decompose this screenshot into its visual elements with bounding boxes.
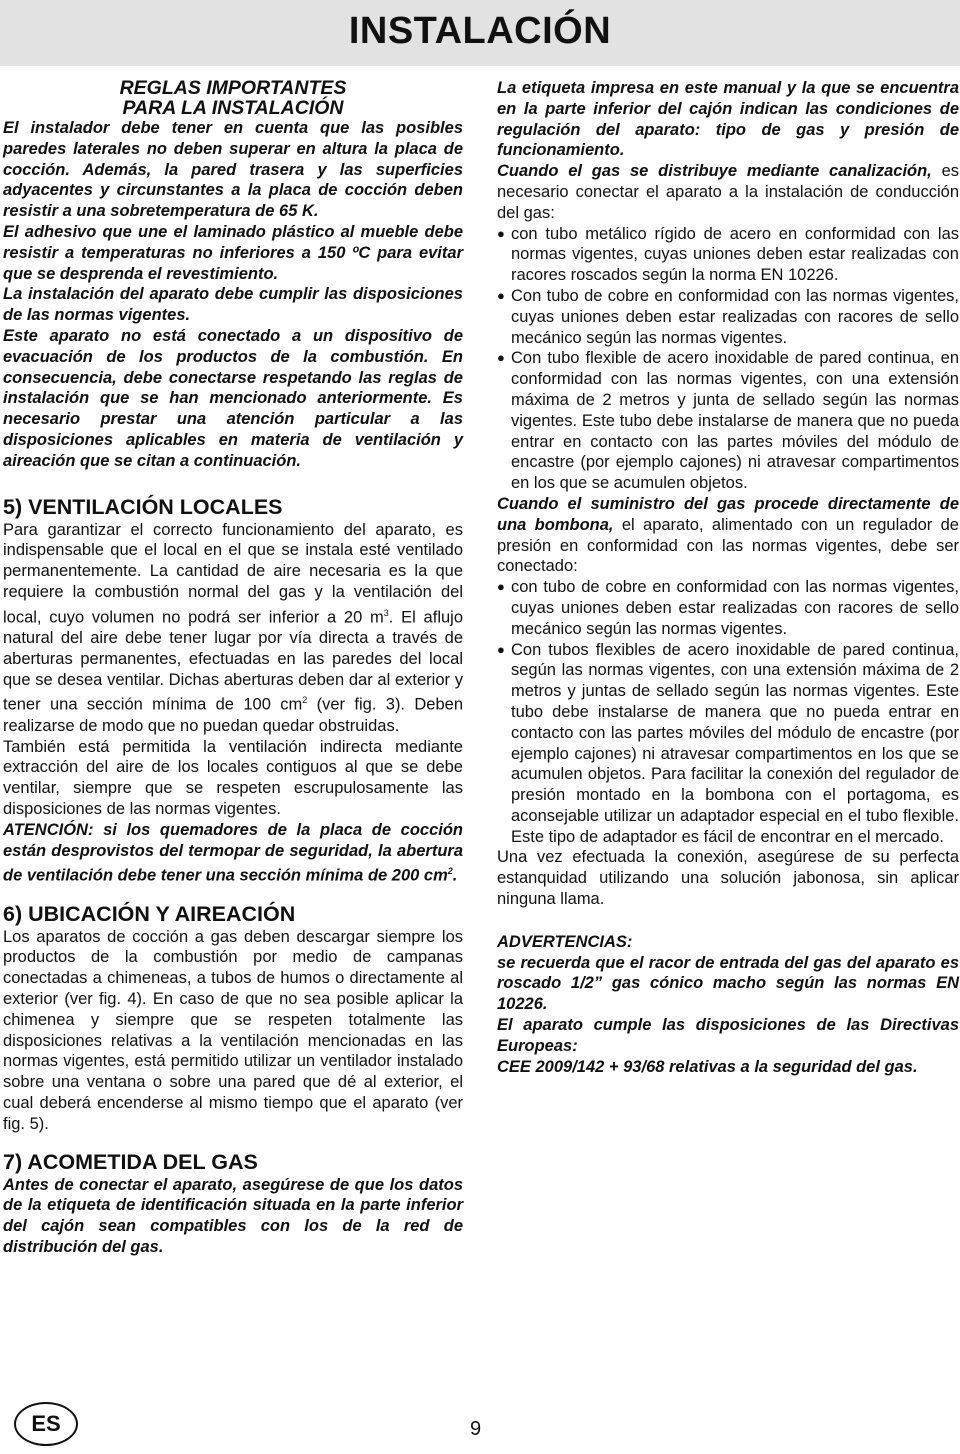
rules-title-line1: REGLAS IMPORTANTES — [119, 77, 347, 99]
rules-paragraph: Este aparato no está conectado a un dispositivo de evacuación de los productos de la combustión. En consecuencia, debe conectarse respetando las reglas de instalación que se han mencionado anteriormente. Es necesario prestar una atención particular a las disposiciones aplicables en materia de ventilación y aireación que se citan a continuación. — [3, 326, 463, 470]
language-badge: ES — [14, 1402, 78, 1446]
warnings-title: ADVERTENCIAS: — [497, 932, 633, 951]
list-item: ● con tubo metálico rígido de acero en conformidad con las normas vigentes, cuyas uniones deben estar realizadas con racores roscados según la norma EN 10226. — [497, 224, 959, 286]
warnings-paragraph: El aparato cumple las disposiciones de las Directivas Europeas: — [497, 1016, 959, 1055]
list-item: ● Con tubo flexible de acero inoxidable de pared continua, en conformidad con las normas vigentes, con una extensión máxima de 2 metros y junta de sellado según las normas vigentes. Este tubo debe instalarse de manera que no pueda entrar en contacto con las partes móviles del módulo de encastre (por ejemplo cajones) ni atravesar compartimentos en los que se acumulen objetos. — [497, 348, 959, 494]
rules-paragraph: La instalación del aparato debe cumplir las disposiciones de las normas vigentes. — [3, 285, 463, 325]
leak-test-paragraph: Una vez efectuada la conexión, asegúrese de su perfecta estanquidad utilizando una solución jabonosa, sin aplicar ninguna llama. — [497, 848, 959, 909]
rules-title-line2: PARA LA INSTALACIÓN — [122, 97, 344, 119]
warnings-paragraph: se recuerda que el racor de entrada del gas del aparato es roscado 1/2” gas cónico macho según las normas EN 10226. — [497, 953, 959, 1014]
label-paragraph: La etiqueta impresa en este manual y la que se encuentra en la parte inferior del cajón indican las condiciones de regulación del aparato: tipo de gas y presión de funcionamiento. — [497, 79, 959, 160]
rules-paragraph: El adhesivo que une el laminado plástico al mueble debe resistir a temperaturas no inferiores a 150 ºC para evitar que se desprenda el revestimiento. — [3, 222, 463, 283]
pipeline-paragraph: Cuando el gas se distribuye mediante canalización, es necesario conectar el aparato a la instalación de conducción del gas: — [497, 162, 959, 222]
section-5-paragraph: También está permitida la ventilación indirecta mediante extracción del aire de los locales contiguos al que se debe ventilar, siempre que se respeten escrupulosamente las disposiciones de las normas vigentes. — [3, 737, 463, 818]
section-5-warning: ATENCIÓN: si los quemadores de la placa de cocción están desprovistos del termopar de seguridad, la abertura de ventilación debe tener una sección mínima de 200 $cm^2$. — [3, 820, 463, 885]
list-item: ● Con tubos flexibles de acero inoxidable de pared continua, según las normas vigentes, con una extensión máxima de 2 metros y juntas de sellado según las normas vigentes. Este tubo debe instalarse de manera que no pueda entrar en contacto con las partes móviles del módulo de encastre (por ejemplo cajones) ni atravesar compartimentos en los que se acumulen objetos. Para facilitar la conexión del regulador de presión montado en la bombona con el portagoma, es aconsejable utilizar un adaptador especial en el tubo flexible. Este tipo de adaptador es fácil de encontrar en el mercado. — [497, 640, 959, 848]
section-6-title: 6) UBICACIÓN Y AIREACIÓN — [3, 901, 296, 926]
section-7-paragraph: Antes de conectar el aparato, asegúrese de que los datos de la etiqueta de identificación situada en la parte inferior del cajón sean compatibles con los de la red de distribución del gas. — [3, 1175, 463, 1256]
right-column — [497, 78, 959, 1077]
list-item: ● con tubo de cobre en conformidad con las normas vigentes, cuyas uniones deben estar realizadas con racores de sello mecánico según las normas vigentes. — [497, 577, 959, 639]
section-6-paragraph: Los aparatos de cocción a gas deben descargar siempre los productos de la combustión por medio de campanas conectadas a chimeneas, a tubos de humos o directamente al exterior (ver fig. 4). En caso de que no sea posible aplicar la chimenea y siempre que se respeten totalmente las disposiciones relativas a la ventilación mencionadas en las normas vigentes, está permitido utilizar un ventilador instalado sobre una ventana o sobre una pared que dé al exterior, el cual deberá encenderse al mismo tiempo que el aparato (ver fig. 5). — [3, 927, 463, 1133]
warnings-paragraph: CEE 2009/142 + 93/68 relativas a la seguridad del gas. — [497, 1057, 918, 1076]
section-7-title: 7) ACOMETIDA DEL GAS — [3, 1149, 258, 1174]
rules-paragraph: El instalador debe tener en cuenta que las posibles paredes laterales no deben superar en altura la placa de cocción. Además, la pared trasera y las superficies adyacentes y circunstantes a la placa de cocción deben resistir a una sobretemperatura de 65 K. — [3, 119, 463, 221]
page-number: 9 — [470, 1418, 482, 1440]
section-5-title: 5) VENTILACIÓN LOCALES — [3, 494, 283, 519]
cylinder-bullets — [497, 577, 959, 847]
section-5-paragraph: Para garantizar el correcto funcionamiento del aparato, es indispensable que el local en el que se instala esté ventilado permanentemente. La cantidad de aire necesaria es la que requiere la combustión normal del gas y la ventilación del local, cuyo volumen no podrá ser inferior a 20 $m^3$. El aflujo natural del aire debe tener lugar por vía directa a través de aberturas permanentes, efectuadas en las paredes del local que se desea ventilar. Dichas aberturas deben dar al exterior y tener una sección mínima de 100 $cm^2$ (ver fig. 3). Deben realizarse de modo que no puedan quedar obstruidas. — [3, 520, 464, 735]
pipeline-bullets — [497, 224, 959, 494]
left-column — [3, 78, 463, 1258]
page-title: INSTALACIÓN — [348, 10, 612, 52]
list-item: ● Con tubo de cobre en conformidad con las normas vigentes, cuyas uniones deben estar realizadas con racores de sello mecánico según las normas vigentes. — [497, 286, 959, 348]
cylinder-paragraph: Cuando el suministro del gas procede directamente de una bombona, el aparato, alimentado con un regulador de presión en conformidad con las normas vigentes, debe ser conectado: — [497, 494, 959, 576]
